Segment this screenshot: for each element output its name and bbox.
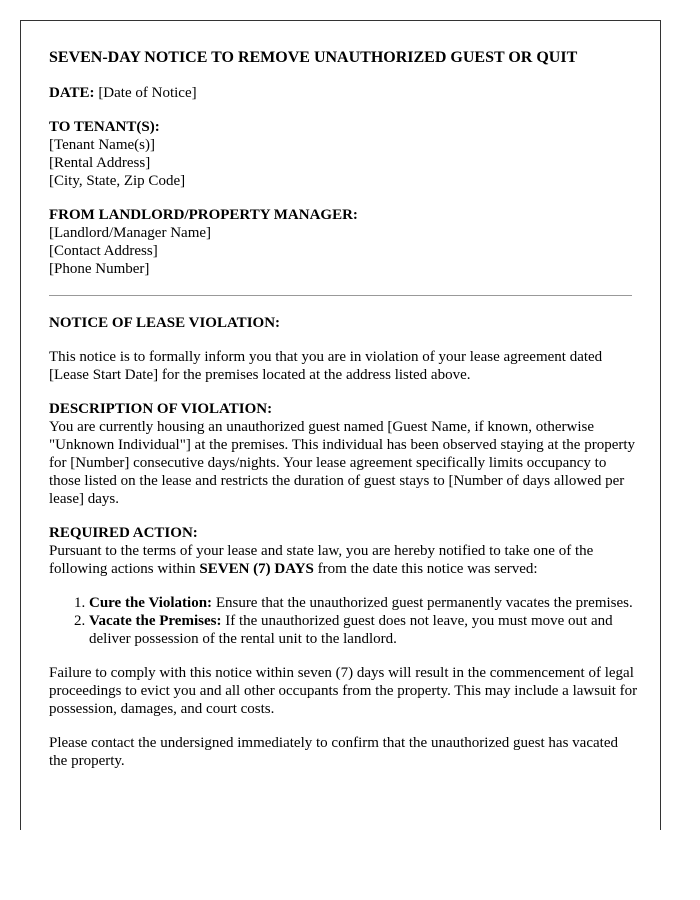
document-title: SEVEN-DAY NOTICE TO REMOVE UNAUTHORIZED GUEST OR QUIT	[49, 49, 578, 66]
action-item	[89, 612, 639, 648]
date-value: [Date of Notice]	[98, 85, 197, 101]
notice-document	[20, 20, 661, 830]
landlord-label: FROM LANDLORD/PROPERTY MANAGER:	[49, 207, 358, 223]
required-text-after: from the date this notice was served:	[313, 561, 538, 577]
tenant-label: TO TENANT(S):	[49, 119, 160, 135]
description-heading: DESCRIPTION OF VIOLATION:	[49, 401, 273, 417]
landlord-name: [Landlord/Manager Name]	[49, 225, 212, 241]
rental-address: [Rental Address]	[49, 155, 151, 171]
required-heading: REQUIRED ACTION:	[49, 525, 198, 541]
notice-heading: NOTICE OF LEASE VIOLATION:	[49, 315, 281, 331]
divider	[49, 295, 632, 296]
action-title: Vacate the Premises:	[89, 613, 222, 629]
action-text: If the unauthorized guest does not leave, you must move out and deliver possession of the rental unit to the landlord.	[89, 613, 613, 647]
landlord-section	[49, 206, 639, 278]
required-deadline: SEVEN (7) DAYS	[199, 561, 314, 577]
action-text: Ensure that the unauthorized guest permanently vacates the premises.	[212, 595, 633, 611]
phone-number: [Phone Number]	[49, 261, 150, 277]
date-section	[49, 84, 639, 102]
failure-text: Failure to comply with this notice within seven (7) days will result in the commencement of legal proceedings to evict you and all other occupants from the property. This may include a lawsuit for possession, damages, and court costs.	[49, 665, 638, 717]
date-label: DATE:	[49, 85, 95, 101]
required-section	[49, 524, 639, 578]
city-state-zip: [City, State, Zip Code]	[49, 173, 186, 189]
action-title: Cure the Violation:	[89, 595, 213, 611]
action-item	[89, 594, 639, 612]
contact-address: [Contact Address]	[49, 243, 158, 259]
description-section	[49, 400, 639, 508]
tenant-name: [Tenant Name(s)]	[49, 137, 155, 153]
action-list	[49, 594, 639, 648]
required-text-before: Pursuant to the terms of your lease and state law, you are hereby notified to take one of the following actions within	[49, 543, 594, 577]
tenant-section	[49, 118, 639, 190]
description-text: You are currently housing an unauthorized guest named [Guest Name, if known, otherwise "Unknown Individual"] at the premises. This individual has been observed staying at the property for [Number] consecutive days/nights. Your lease agreement specifically limits occupancy to those listed on the lease and restricts the duration of guest stays to [Number of days allowed per lease] days.	[49, 419, 636, 507]
notice-text: This notice is to formally inform you that you are in violation of your lease agreement dated [Lease Start Date] for the premises located at the address listed above.	[49, 349, 603, 383]
contact-text: Please contact the undersigned immediately to confirm that the unauthorized guest has vacated the property.	[49, 735, 618, 769]
